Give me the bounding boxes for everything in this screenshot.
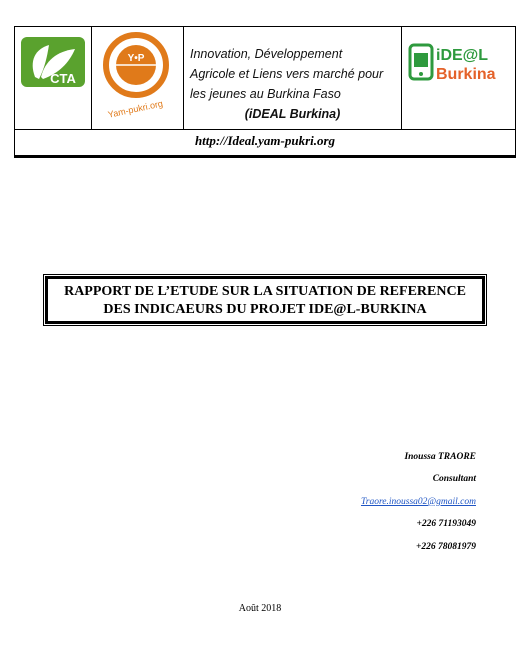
tagline-line-3: les jeunes au Burkina Faso [190,87,341,101]
author-phone-1: +226 71193049 [416,519,476,530]
yam-pukri-logo [92,27,183,127]
author-email-link[interactable]: Traore.inoussa02@gmail.com [360,496,476,507]
header-logos-row [15,27,515,129]
author-role: Consultant [432,474,476,485]
author-name: Inoussa TRAORE [404,452,476,462]
cta-logo-cell [15,27,92,129]
report-title-box [45,276,485,324]
yam-pukri-logo-text: Y•P [127,53,145,64]
cta-logo [15,27,91,127]
ideal-logo-line-1: iDE@L [436,47,489,64]
report-date: Août 2018 [238,603,282,614]
ideal-logo-line-2: Burkina [436,66,496,83]
author-phone-2: +226 78081979 [415,541,476,552]
project-tagline-cell [184,27,402,129]
ideal-burkina-logo [402,27,515,127]
project-tagline [184,27,401,124]
tagline-line-2: Agricole et Liens vers marché pour [190,67,384,81]
header-table [14,26,516,158]
yam-pukri-logo-subtext: Yam-pukri.org [107,98,164,120]
tagline-acronym: (iDEAL Burkina) [244,107,341,121]
yam-pukri-logo-cell [92,27,184,129]
ideal-burkina-logo-cell [402,27,515,129]
report-title-line-2: DES INDICAEURS DU PROJET IDE@L-BURKINA [103,302,427,317]
report-title-line-1: RAPPORT DE L’ETUDE SUR LA SITUATION DE REFERENCE [64,284,466,299]
project-url[interactable]: http://Ideal.yam-pukri.org [15,129,515,153]
header-divider [14,155,516,158]
cta-logo-text: CTA [50,71,76,86]
author-block [361,446,476,558]
tagline-line-1: Innovation, Développement [190,47,343,61]
